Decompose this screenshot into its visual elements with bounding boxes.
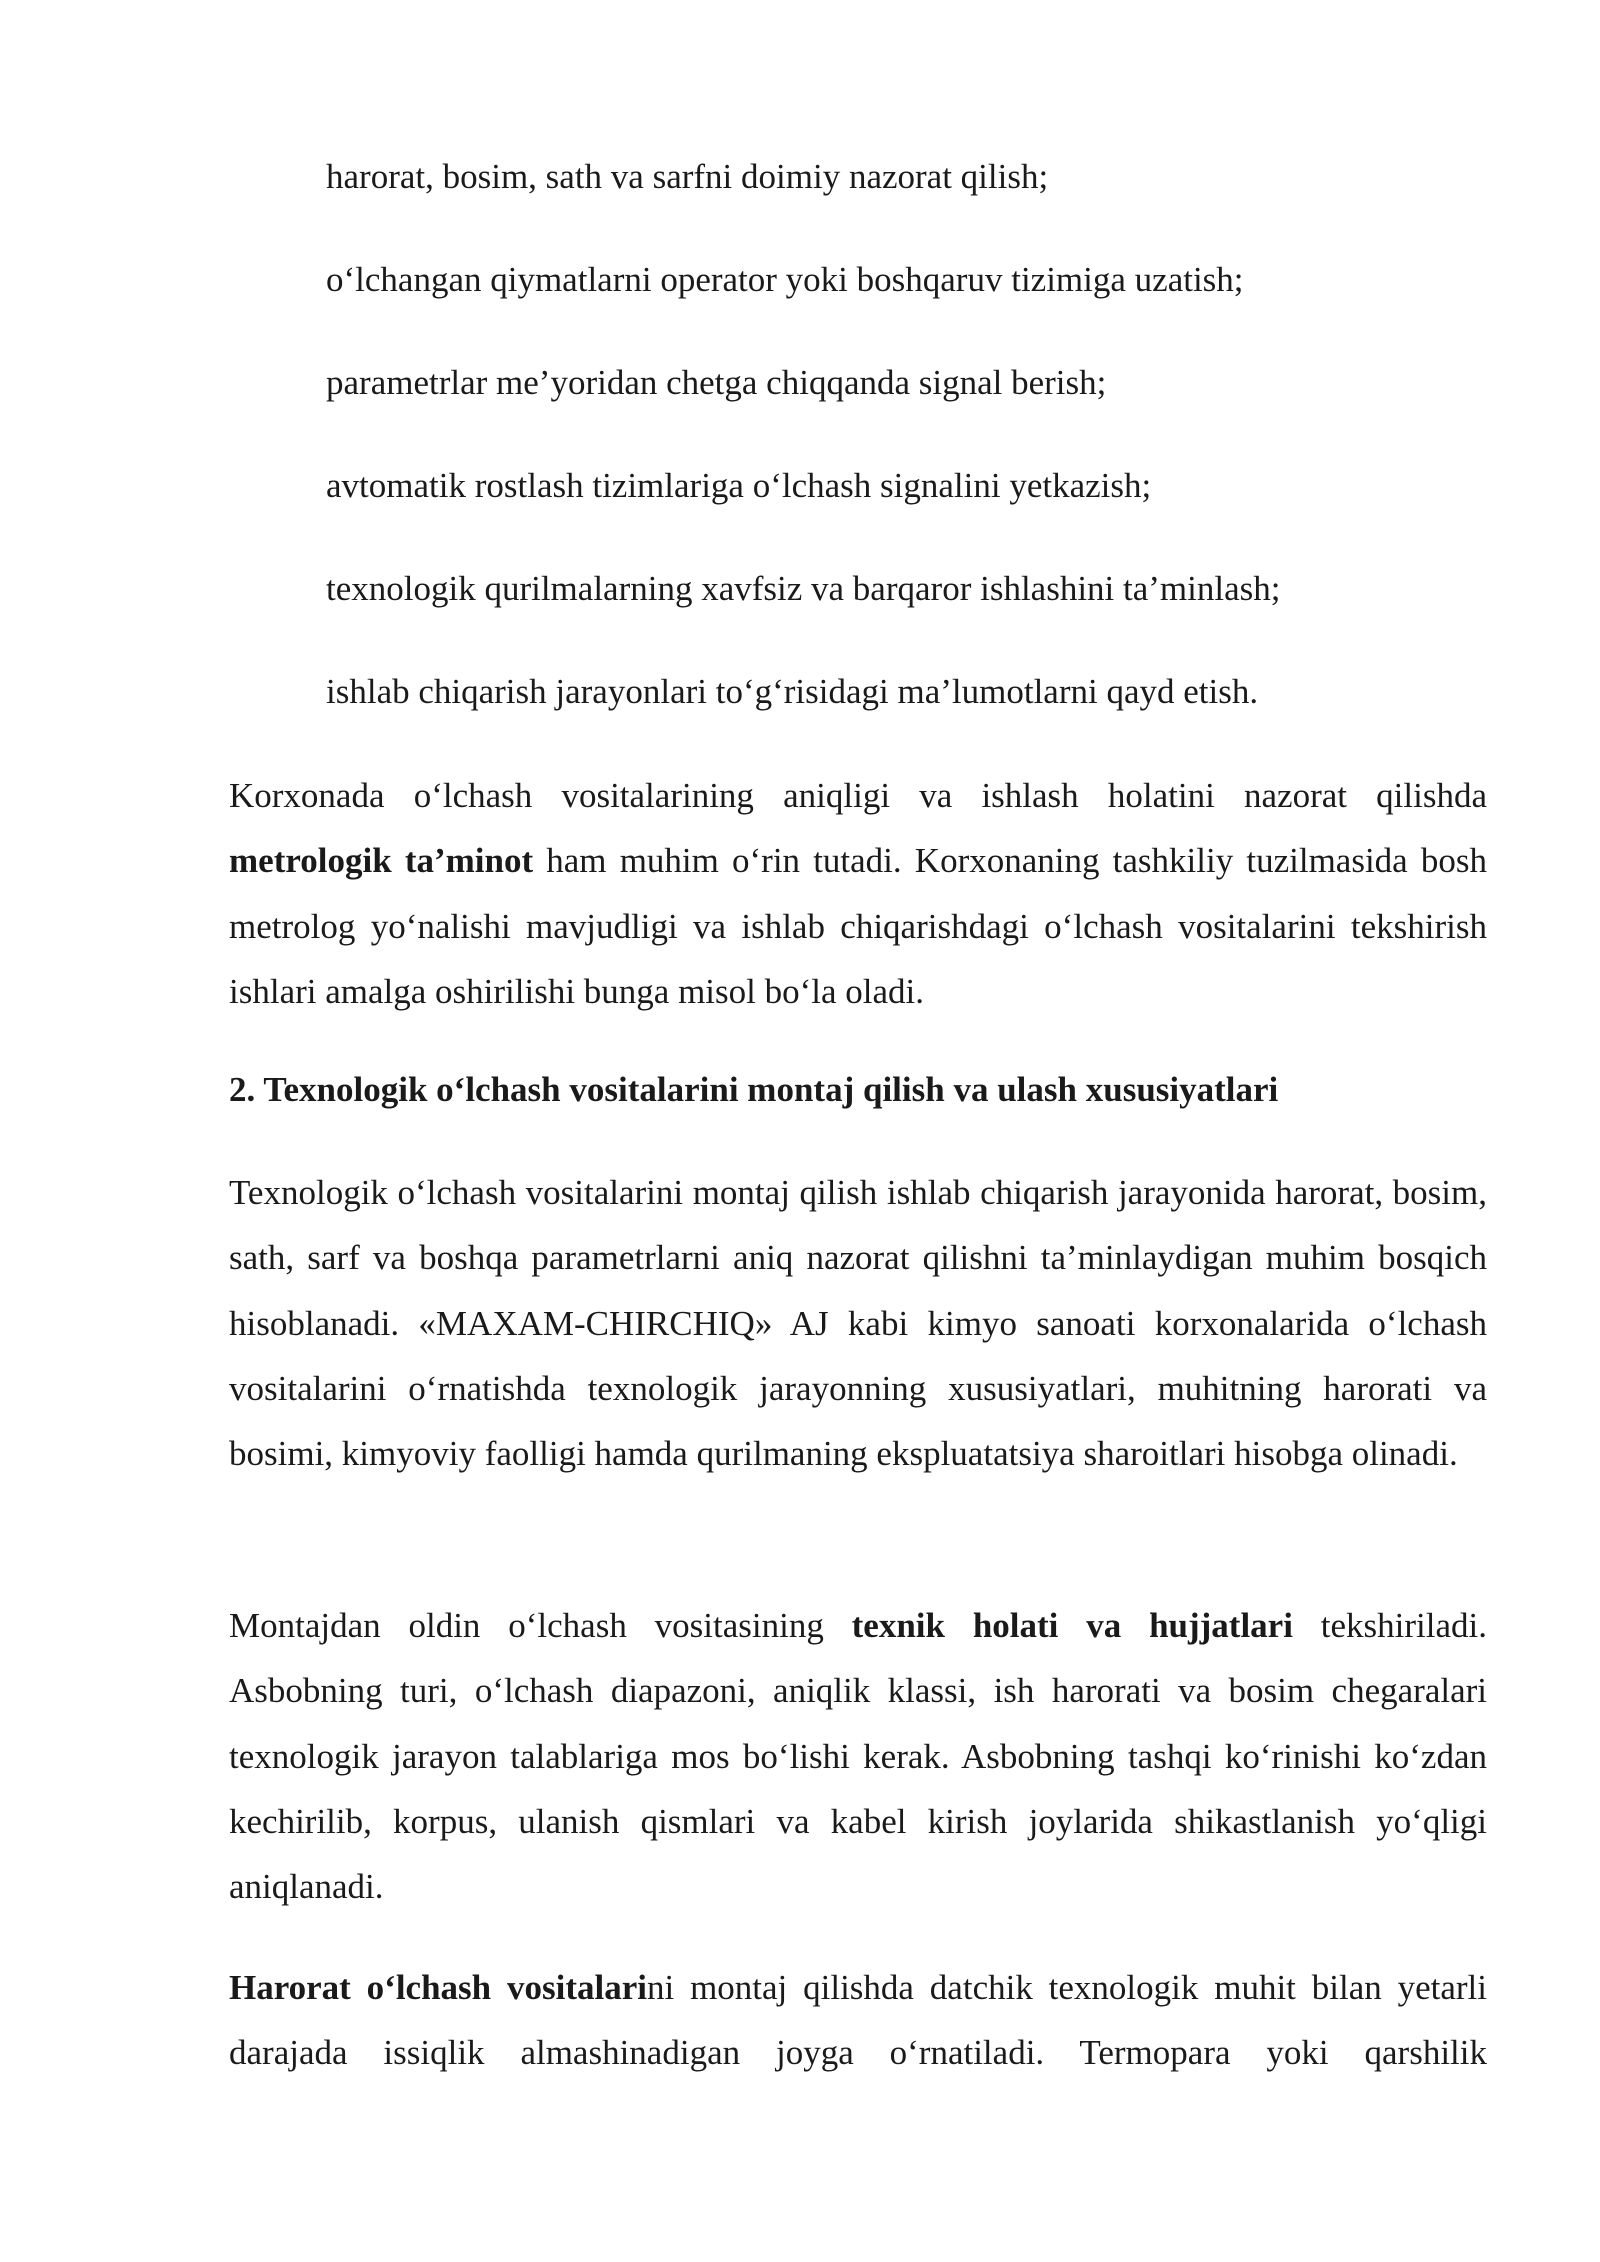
list-item: ishlab chiqarish jarayonlari to‘g‘risidagi ma’lumotlarni qayd etish. (326, 672, 1259, 711)
list-item: avtomatik rostlash tizimlariga o‘lchash signalini yetkazish; (326, 466, 1152, 505)
bold-term: texnik holati va hujjatlari (851, 1606, 1293, 1645)
list-item: harorat, bosim, sath va sarfni doimiy nazorat qilish; (326, 157, 1049, 196)
bold-term: metrologik ta’minot (229, 841, 534, 881)
list-item: parametrlar me’yoridan chetga chiqqanda signal berish; (326, 363, 1107, 402)
bold-term: Harorat o‘lchash vositalari (229, 1968, 647, 2007)
paragraph-text: ni montaj qilishda datchik texnologik muhit bilan yetarli darajada issiqlik almashinadigan joyga o‘rnatiladi. Termopara yoki qarshilik (229, 1968, 1487, 2073)
paragraph-pre-mount-check (229, 1593, 1487, 1919)
bullet-list (326, 148, 1476, 766)
list-item: o‘lchangan qiymatlarni operator yoki boshqaruv tizimiga uzatish; (326, 260, 1244, 299)
paragraph-mounting-intro: Texnologik o‘lchash vositalarini montaj qilish ishlab chiqarish jarayonida harorat, bosim, sath, sarf va boshqa parametrlarni aniq nazorat qilishni ta’minlaydigan muhim bosqich hisoblanadi. «MAXAM-CHIRCHIQ» AJ kabi kimyo sanoati korxonalarida o‘lchash vositalarini o‘rnatishda texnologik jarayonning xususiyatlari, muhitning harorati va bosimi, kimyoviy faolligi hamda qurilmaning ekspluatatsiya sharoitlari hisobga olinadi. (229, 1173, 1487, 1474)
paragraph-metrology (229, 763, 1487, 1024)
paragraph-text: ham muhim o‘rin tutadi. Korxonaning tashkiliy tuzilmasida bosh metrolog yo‘nalishi mavjudligi va ishlab chiqarishdagi o‘lchash vositalarini tekshirish ishlari amalga oshirilishi bunga misol bo‘la oladi. (229, 841, 1487, 1011)
paragraph-text: Korxonada o‘lchash vositalarining aniqligi va ishlash holatini nazorat qilishda (229, 776, 1487, 815)
paragraph-text: Montajdan oldin o‘lchash vositasining (229, 1606, 852, 1645)
section-heading: 2. Texnologik o‘lchash vositalarini montaj qilish va ulash xususiyatlari (229, 1070, 1279, 1109)
paragraph-temperature-instruments (229, 1955, 1487, 2086)
paragraph-text: tekshiriladi. Asbobning turi, o‘lchash diapazoni, aniqlik klassi, ish harorati va bosim chegaralari texnologik jarayon talablariga mos bo‘lishi kerak. Asbobning tashqi ko‘rinishi ko‘zdan kechirilib, korpus, ulanish qismlari va kabel kirish joylarida shikastlanish yo‘qligi aniqlanadi. (229, 1606, 1488, 1907)
list-item: texnologik qurilmalarning xavfsiz va barqaror ishlashini ta’minlash; (326, 569, 1281, 608)
